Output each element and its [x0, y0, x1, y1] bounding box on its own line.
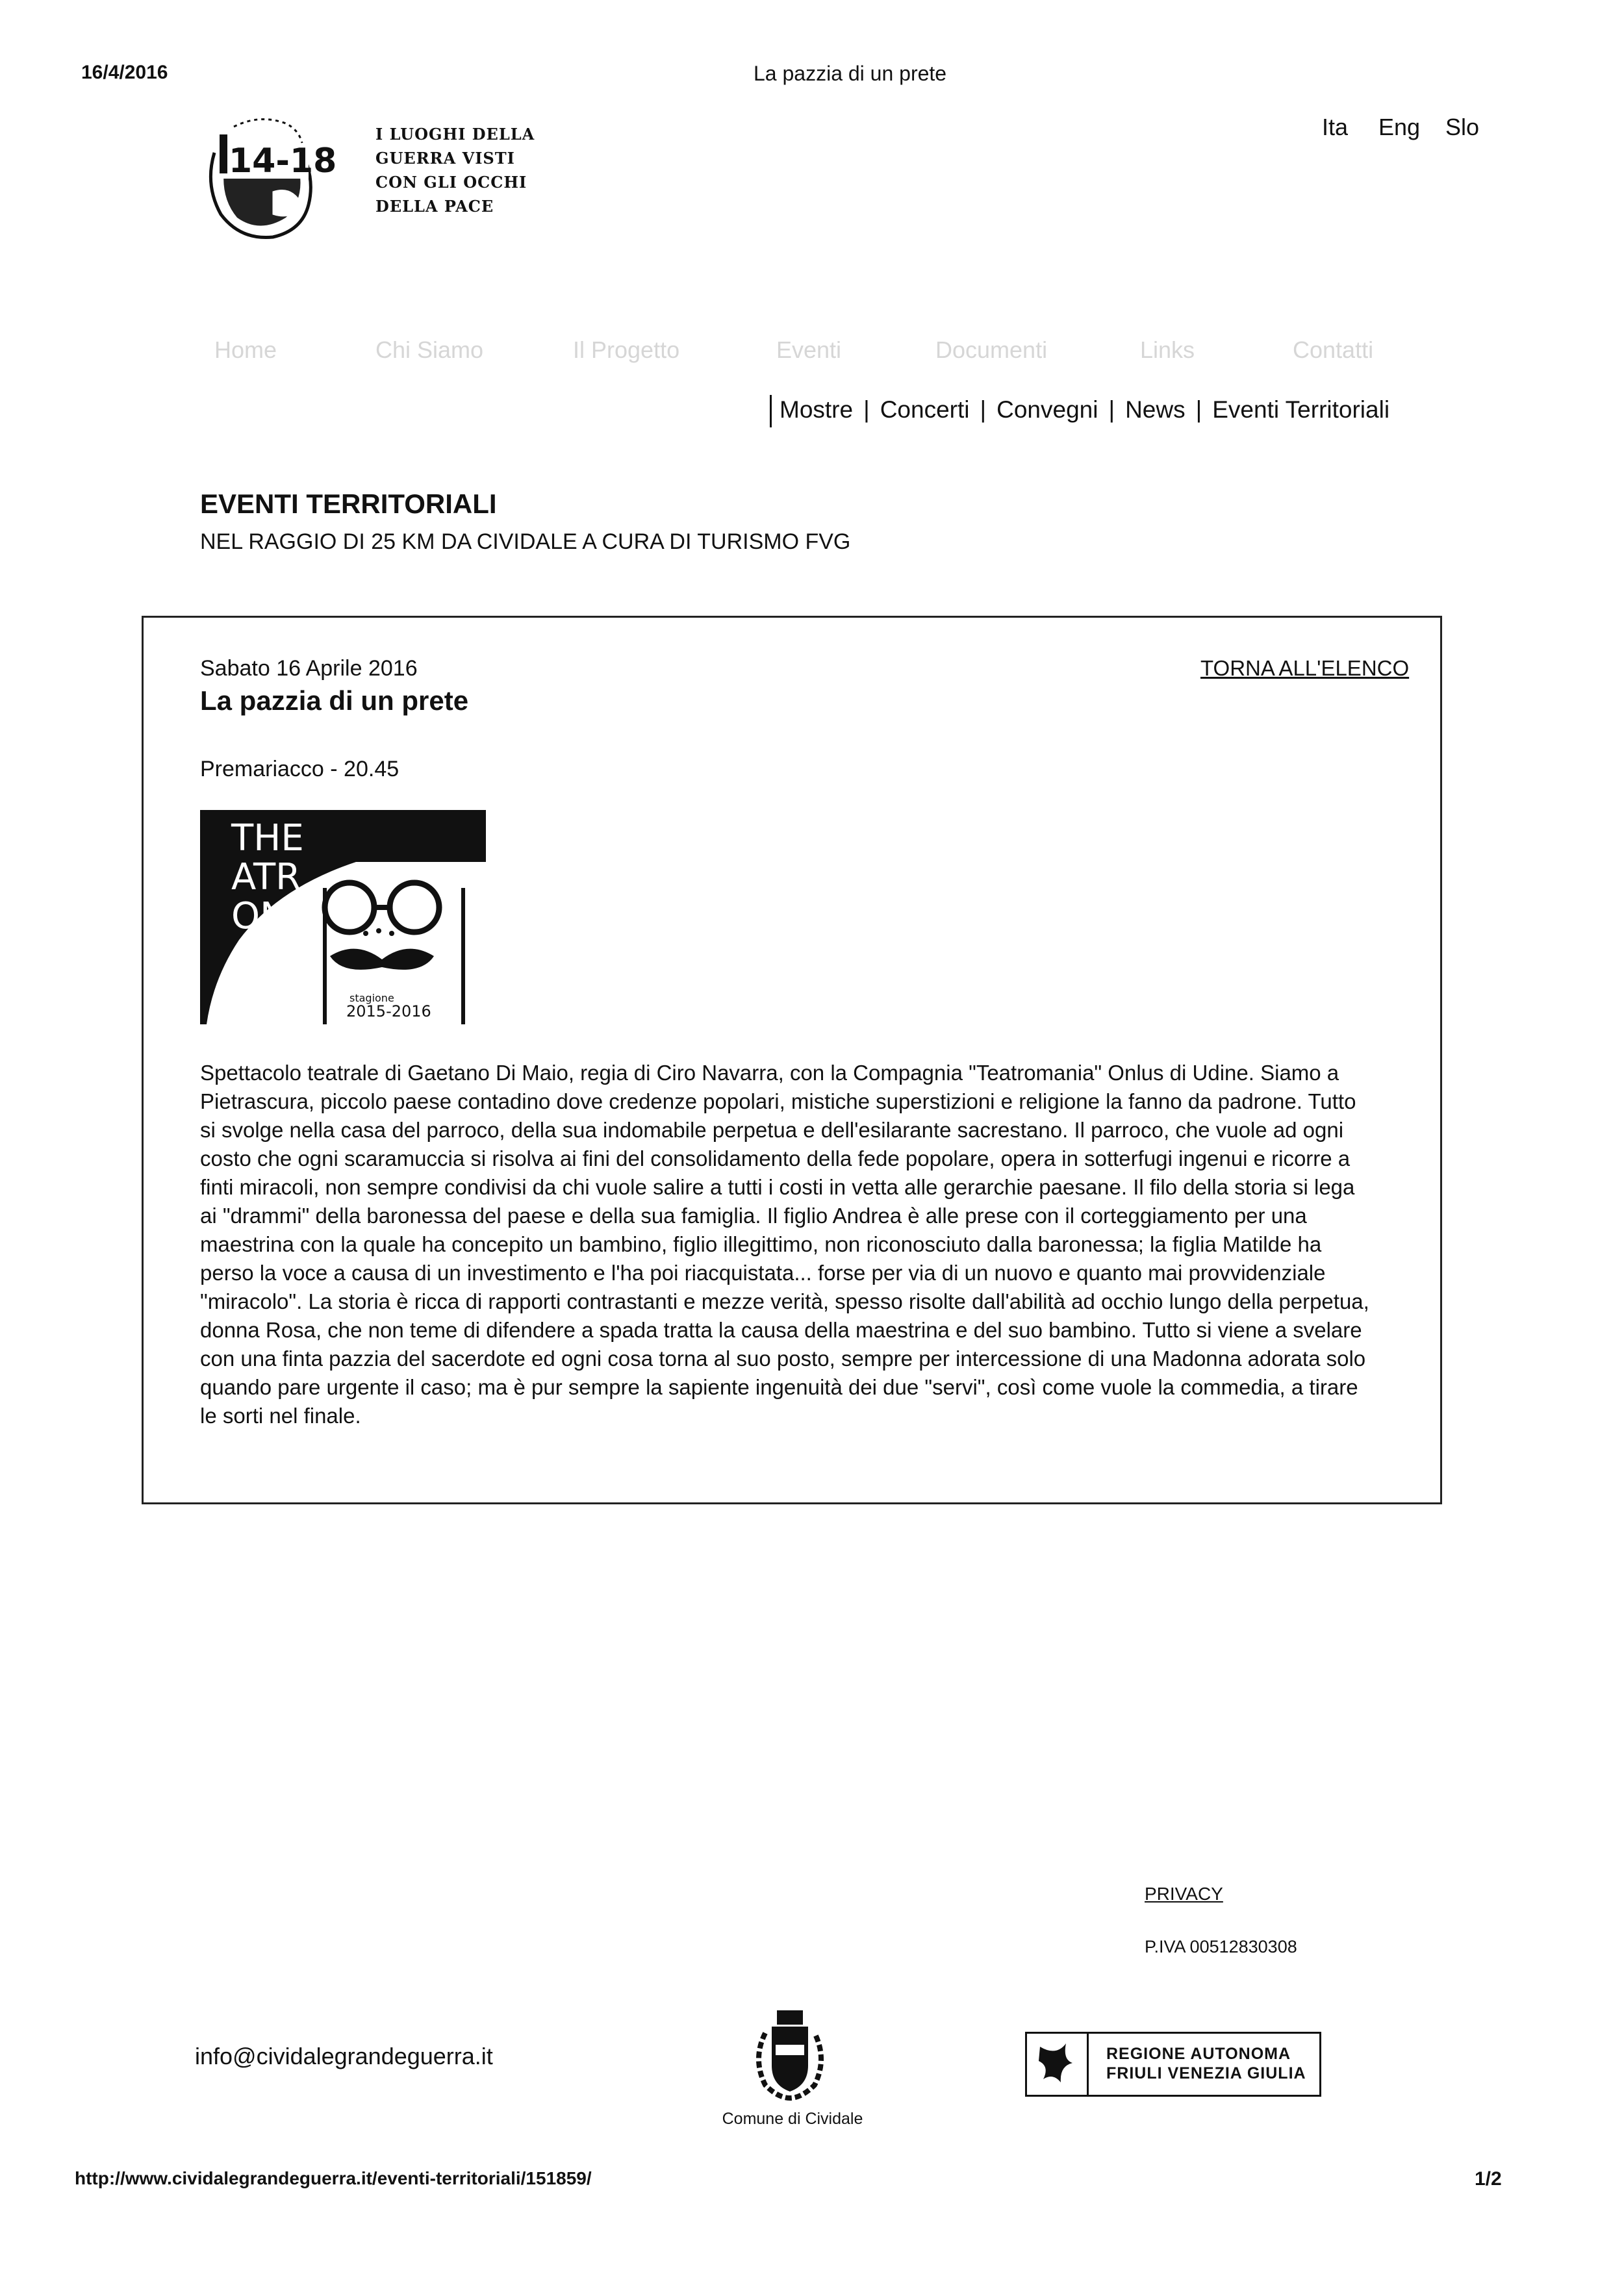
comune-crest-icon: [746, 2007, 834, 2105]
regione-line: FRIULI VENEZIA GIULIA: [1106, 2064, 1306, 2082]
nav-il-progetto[interactable]: Il Progetto: [573, 336, 680, 363]
event-place-time: Premariacco - 20.45: [200, 757, 400, 781]
subnav-separator: |: [1195, 396, 1202, 423]
print-url: http://www.cividalegrandeguerra.it/eventi-territoriali/151859/: [75, 2168, 592, 2188]
main-nav: [214, 336, 1384, 369]
subnav-mostre[interactable]: Mostre: [780, 396, 854, 423]
contact-email[interactable]: info@cividalegrandeguerra.it: [195, 2043, 493, 2069]
regione-line: REGIONE AUTONOMA: [1106, 2045, 1291, 2063]
print-page-title: La pazzia di un prete: [754, 62, 947, 85]
poster-text-1: THE: [231, 817, 304, 859]
event-poster-image[interactable]: [200, 810, 486, 1024]
regione-text: [1106, 2044, 1306, 2083]
subnav-separator: |: [1108, 396, 1115, 423]
nav-home[interactable]: Home: [214, 336, 277, 363]
eagle-icon: [1027, 2034, 1089, 2095]
poster-text-3: ON: [231, 895, 287, 937]
language-slo[interactable]: Slo: [1445, 114, 1480, 140]
language-ita[interactable]: Ita: [1322, 114, 1349, 140]
poster-text-2: ATR: [231, 856, 301, 898]
logo-text: 14-18: [229, 142, 337, 181]
tagline-line: CON GLI OCCHI: [375, 173, 527, 192]
tagline-line: I LUOGHI DELLA: [375, 125, 535, 144]
nav-documenti[interactable]: Documenti: [935, 336, 1048, 363]
section-title: EVENTI TERRITORIALI: [200, 488, 497, 519]
subnav-separator: |: [863, 396, 870, 423]
language-eng[interactable]: Eng: [1378, 114, 1421, 140]
site-logo[interactable]: [195, 107, 337, 247]
nav-links[interactable]: Links: [1140, 336, 1195, 363]
nav-chi-siamo[interactable]: Chi Siamo: [375, 336, 484, 363]
nav-contatti[interactable]: Contatti: [1293, 336, 1374, 363]
back-to-list-link[interactable]: TORNA ALL'ELENCO: [1200, 656, 1410, 680]
regione-fvg-logo[interactable]: [1025, 2032, 1321, 2097]
tagline-line: GUERRA VISTI: [375, 149, 515, 168]
event-title: La pazzia di un prete: [200, 685, 469, 716]
nav-eventi[interactable]: Eventi: [776, 336, 842, 363]
print-page-number: 1/2: [1475, 2168, 1502, 2190]
event-description: Spettacolo teatrale di Gaetano Di Maio, regia di Ciro Navarra, con la Compagnia "Teatromania" Onlus di Udine. Siamo a Pietrascura, piccolo paese contadino dove credenze popolari, mistiche superstizioni e religione la fanno da padrone. Tutto si svolge nella casa del parroco, della sua indomabile perpetua e dell'esilarante sacrestano. Il parroco, che vuole ad ogni costo che ogni scaramuccia si risolva ai fini del consolidamento della fede popolare, opera in sotterfugi ingenui e ricorre a finti miracoli, non sempre condivisi da chi vuole salire a tutti i costi in vetta alle gerarchie paesane. Il filo della storia si lega ai "drammi" della baronessa del paese e della sua famiglia. Il figlio Andrea è alle prese con il corteggiamento per una maestrina con la quale ha concepito un bambino, figlio illegittimo, non riconosciuto dalla baronessa; la figlia Matilde ha perso la voce a causa di un investimento e l'ha poi riacquistata... forse per via di un nuovo e quanto mai provvidenziale "miracolo". La storia è ricca di rapporti contrastanti e mezze verità, spesso risolte dall'abilità ad occhio lungo della perpetua, donna Rosa, che non teme di difendere a spada tratta la causa della maestrina e del suo bambino. Tutto si viene a svelare con una finta pazzia del sacerdote ed ogni cosa torna al suo posto, sempre per intercessione di una Madonna adorata solo quando pare urgente il caso; ma è pur sempre la sapiente ingenuità dei due "servi", così come vuole la commedia, a tirare le sorti nel finale.: [200, 1061, 1369, 1428]
privacy-link[interactable]: PRIVACY: [1145, 1884, 1223, 1904]
subnav-separator: |: [980, 396, 987, 423]
comune-label: Comune di Cividale: [722, 2110, 863, 2128]
subnav-divider: [770, 395, 772, 427]
subnav-eventi-territoriali[interactable]: Eventi Territoriali: [1212, 396, 1390, 423]
sub-nav: [770, 395, 1389, 427]
poster-season-label: stagione: [349, 992, 394, 1004]
subnav-convegni[interactable]: Convegni: [996, 396, 1098, 423]
vat-number: P.IVA 00512830308: [1145, 1937, 1297, 1956]
subnav-concerti[interactable]: Concerti: [880, 396, 970, 423]
event-date: Sabato 16 Aprile 2016: [200, 656, 418, 681]
subnav-news[interactable]: News: [1125, 396, 1186, 423]
tagline-line: DELLA PACE: [375, 197, 494, 216]
print-date: 16/4/2016: [81, 62, 168, 83]
site-tagline: [375, 122, 535, 218]
section-subtitle: NEL RAGGIO DI 25 KM DA CIVIDALE A CURA DI TURISMO FVG: [200, 529, 851, 554]
poster-season: 2015-2016: [346, 1002, 431, 1020]
